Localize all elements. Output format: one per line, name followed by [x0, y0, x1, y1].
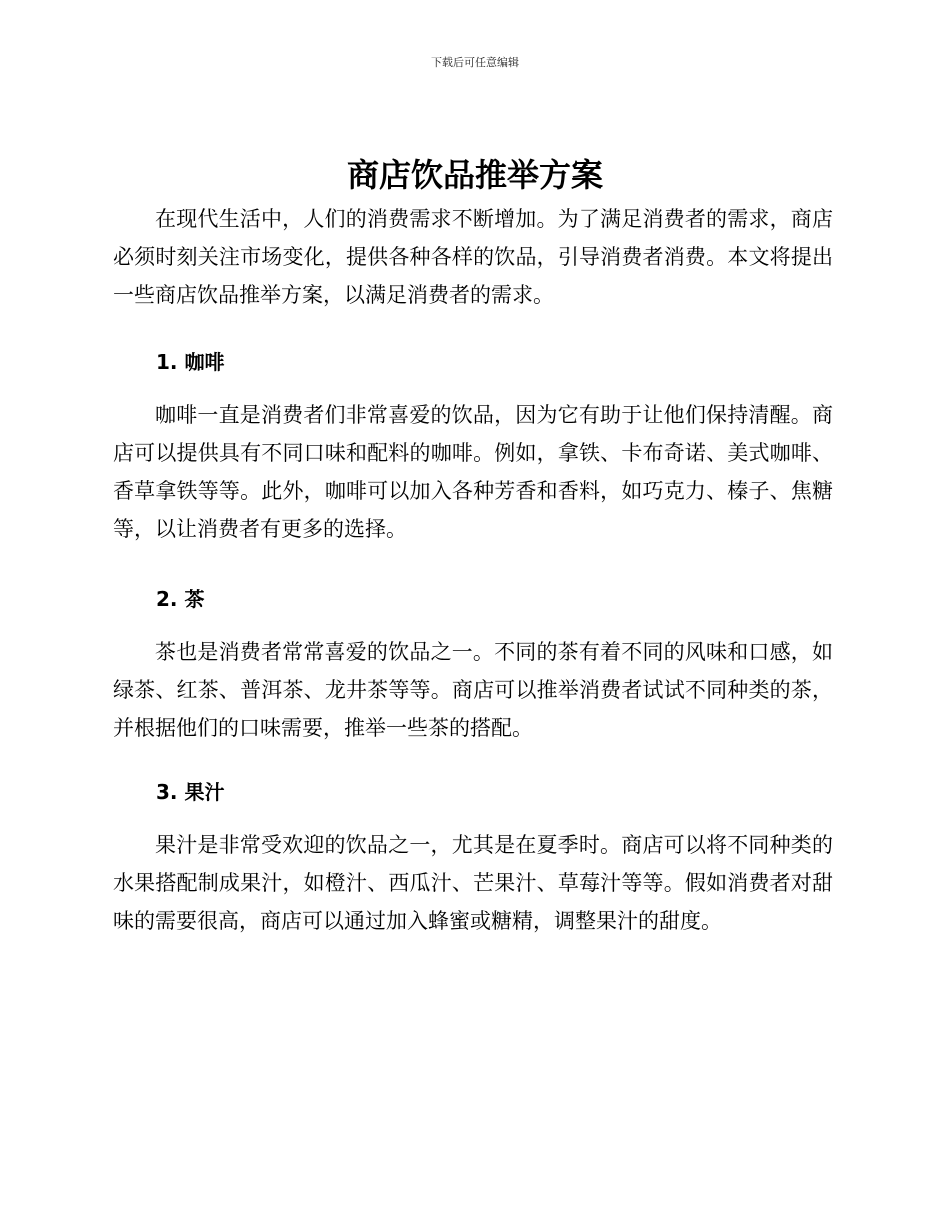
section-paragraph-juice: 果汁是非常受欢迎的饮品之一，尤其是在夏季时。商店可以将不同种类的水果搭配制成果汁，如橙汁、西瓜汁、芒果汁、草莓汁等等。假如消费者对甜味的需要很高，商店可以通过加入蜂蜜或糖精，调整果汁的甜度。 — [113, 833, 833, 933]
section-heading-coffee: 1. 咖啡 — [156, 350, 225, 374]
section-paragraph-coffee: 咖啡一直是消费者们非常喜爱的饮品，因为它有助于让他们保持清醒。商店可以提供具有不同口味和配料的咖啡。例如，拿铁、卡布奇诺、美式咖啡、香草拿铁等等。此外，咖啡可以加入各种芳香和香料，如巧克力、榛子、焦糖等，以让消费者有更多的选择。 — [113, 403, 833, 541]
header-note: 下载后可任意编辑 — [431, 56, 519, 69]
document-title: 商店饮品推举方案 — [346, 156, 603, 194]
intro-paragraph: 在现代生活中，人们的消费需求不断增加。为了满足消费者的需求，商店必须时刻关注市场变化，提供各种各样的饮品，引导消费者消费。本文将提出一些商店饮品推举方案，以满足消费者的需求。 — [113, 207, 833, 307]
section-heading-juice: 3. 果汁 — [156, 780, 225, 804]
section-heading-tea: 2. 茶 — [156, 587, 205, 611]
section-paragraph-tea: 茶也是消费者常常喜爱的饮品之一。不同的茶有着不同的风味和口感，如绿茶、红茶、普洱茶、龙井茶等等。商店可以推举消费者试试不同种类的茶，并根据他们的口味需要，推举一些茶的搭配。 — [113, 640, 833, 740]
